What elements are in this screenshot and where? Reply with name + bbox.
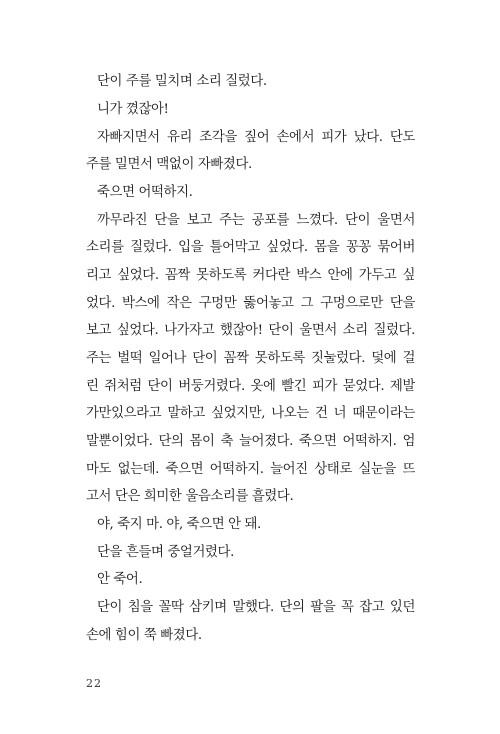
text-line: 까무라진 단을 보고 주는 공포를 느꼈다. 단이 울면서: [97, 213, 415, 228]
text-line: 단이 침을 꼴딱 삼키며 말했다. 단의 팔을 꼭 잡고 있던: [97, 600, 415, 615]
text-line: 죽으면 어떡하지.: [97, 185, 193, 200]
text-line: 니가 꼈잖아!: [97, 102, 169, 117]
text-line: 린 쥐처럼 단이 버둥거렸다. 옷에 빨긴 피가 묻었다. 제발: [86, 379, 415, 394]
text-line: 보고 싶었다. 나가자고 했잖아! 단이 울면서 소리 질렀다.: [86, 323, 415, 338]
text-line: 자빠지면서 유리 조각을 짚어 손에서 피가 났다. 단도: [97, 130, 415, 145]
text-line: 고서 단은 희미한 울음소리를 흘렸다.: [86, 489, 294, 504]
text-line: 손에 힘이 쭉 빠졌다.: [86, 628, 202, 643]
text-line: 단이 주를 밀치며 소리 질렀다.: [97, 74, 267, 89]
text-line: 말뿐이었다. 단의 몸이 축 늘어졌다. 죽으면 어떡하지. 엄: [86, 434, 415, 449]
text-line: 주는 벌떡 일어나 단이 꼼짝 못하도록 짓눌렀다. 덫에 걸: [86, 351, 415, 366]
text-line: 안 죽어.: [97, 572, 143, 587]
text-line: 리고 싶었다. 꼼짝 못하도록 커다란 박스 안에 가두고 싶: [86, 268, 415, 283]
text-line: 야, 죽지 마. 야, 죽으면 안 돼.: [97, 517, 261, 532]
text-line: 주를 밀면서 맥없이 자빠졌다.: [86, 157, 252, 172]
text-line: 가만있으라고 말하고 싶었지만, 나오는 건 너 때문이라는: [86, 406, 415, 421]
page-number: 22: [86, 677, 102, 690]
text-line: 었다. 박스에 작은 구멍만 뚫어놓고 그 구멍으로만 단을: [86, 296, 415, 311]
text-line: 마도 없는데. 죽으면 어떡하지. 늘어진 상태로 실눈을 뜨: [86, 462, 415, 477]
text-line: 소리를 질렀다. 입을 틀어막고 싶었다. 몸을 꽁꽁 묶어버: [86, 240, 415, 255]
text-line: 단을 흔들며 중얼거렸다.: [97, 545, 234, 560]
